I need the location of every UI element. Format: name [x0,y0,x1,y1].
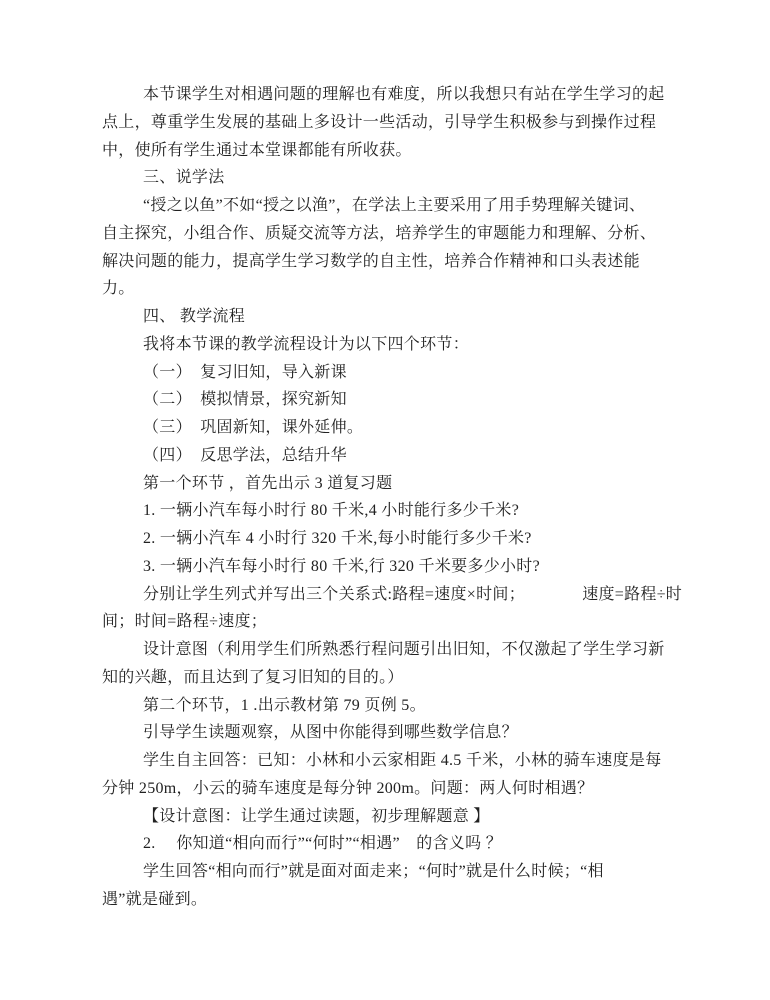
text-line: 分别让学生列式并写出三个关系式:路程=速度×时间； 速度=路程÷时 [143,585,683,603]
text-line: 力。 [102,280,135,298]
text-line: 学生回答“相向而行”就是面对面走来；“何时”就是什么时候；“相 [143,863,604,880]
text-line: 分钟 250m，小云的骑车速度是每分钟 200m。问题：两人何时相遇？ [102,779,594,797]
text-line: 第二个环节，1 .出示教材第 79 页例 5。 [143,696,426,714]
list-item: 3. 一辆小汽车每小时行 80 千米,行 320 千米要多少小时? [143,557,541,575]
list-item: 1. 一辆小汽车每小时行 80 千米,4 小时能行多少千米? [143,502,520,520]
document-body [102,81,692,914]
text-line: 间；时间=路程÷速度； [102,613,268,631]
section-heading: 四、 教学流程 [143,308,246,325]
text-line: 设计意图（利用学生们所熟悉行程问题引出旧知，不仅激起了学生学习新 [143,641,665,658]
text-line: 第一个环节 ，首先出示 3 道复习题 [143,474,393,492]
text-line: 【设计意图：让学生通过读题，初步理解题意 】 [143,807,490,825]
text-line: 2. 你知道“相向而行”“何时”“相遇” 的含义吗 ？ [143,835,503,853]
text-line: 中，使所有学生通过本堂课都能有所收获。 [102,141,412,159]
text-line: “授之以鱼”不如“授之以渔”，在学法上主要采用了用手势理解关键词、 [143,197,646,214]
section-heading: 三、说学法 [143,169,225,187]
text-line: 本节课学生对相遇问题的理解也有难度，所以我想只有站在学生学习的起 [143,86,665,103]
text-line: 引导学生读题观察，从图中你能得到哪些数学信息？ [143,724,518,742]
text-line: 遇”就是碰到。 [102,890,208,908]
text-line: 学生自主回答：已知：小林和小云家相距 4.5 千米，小林的骑车速度是每 [143,752,662,769]
list-item: （四） 反思学法，总结升华 [143,446,347,464]
text-line: 点上，尊重学生发展的基础上多设计一些活动，引导学生积极参与到操作过程 [102,113,657,131]
list-item: （二） 模拟情景，探究新知 [143,391,347,409]
list-item: （一） 复习旧知，导入新课 [143,363,347,381]
text-line: 知的兴趣，而且达到了复习旧知的目的。） [102,668,404,686]
text-line: 解决问题的能力，提高学生学习数学的自主性，培养合作精神和口头表述能 [102,252,640,270]
list-item: （三） 巩固新知，课外延伸。 [143,419,364,436]
list-item: 2. 一辆小汽车 4 小时行 320 千米,每小时能行多少千米? [143,530,532,547]
text-line: 自主探究，小组合作、质疑交流等方法，培养学生的审题能力和理解、分析、 [102,224,657,242]
text-line: 我将本节课的教学流程设计为以下四个环节： [143,335,470,353]
